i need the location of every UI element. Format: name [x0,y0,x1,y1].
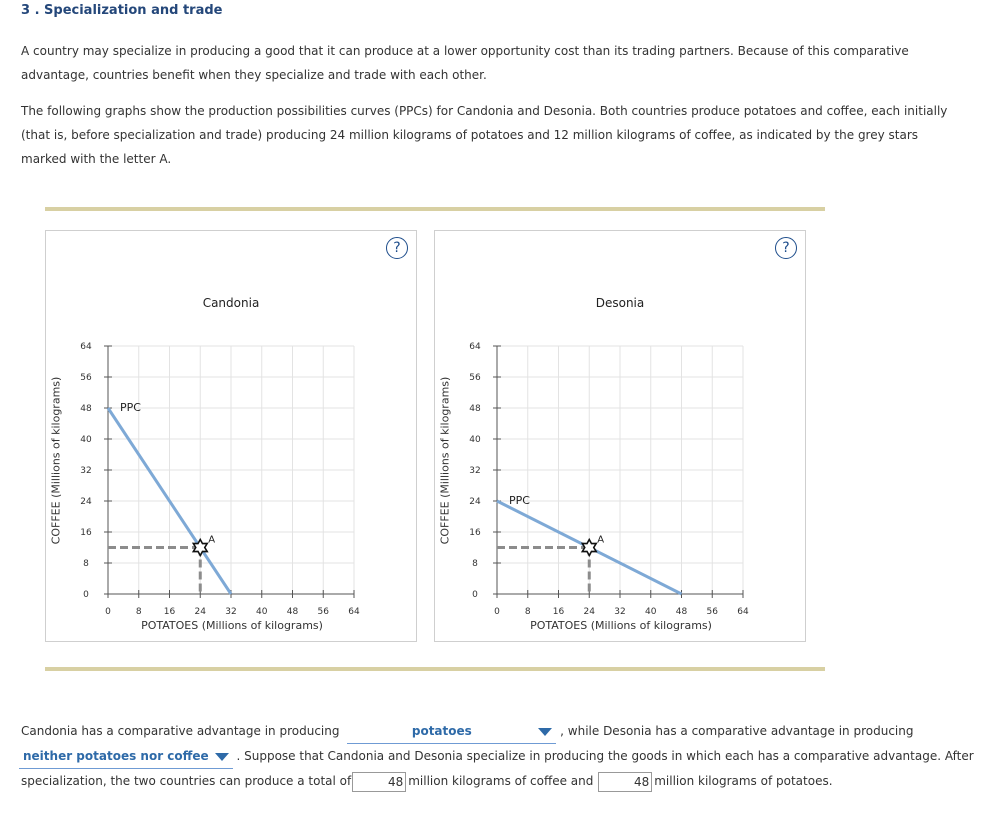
x-tick-label: 40 [256,607,268,617]
x-tick-label: 16 [552,607,565,617]
y-axis-label: COFFEE (Millions of kilograms) [49,376,63,545]
ppc-label: PPC [509,494,530,507]
chart-title: Desonia [595,296,645,310]
x-tick-label: 48 [675,607,688,617]
y-tick-label: 56 [80,373,92,383]
question-part2: , while Desonia has a comparative advantage in producing [560,724,914,738]
y-tick-label: 40 [80,435,92,445]
candonia-graph-panel [45,230,417,642]
ppc-label: PPC [120,401,141,414]
section-heading: 3 . Specialization and trade [21,3,223,18]
x-axis-label: POTATOES (Millions of kilograms) [141,619,323,632]
question-text [21,719,981,793]
top-divider [45,207,825,211]
x-tick-label: 32 [614,607,626,617]
x-tick-label: 48 [286,607,299,617]
bottom-divider [45,667,825,671]
question-part1: Candonia has a comparative advantage in producing [21,724,340,738]
star-marker [582,540,596,556]
y-tick-label: 16 [469,528,481,538]
chevron-down-icon [215,753,229,761]
question-part4: million kilograms of coffee and [408,774,594,788]
y-tick-label: 24 [80,497,92,507]
potatoes-total-input[interactable]: 48 [598,772,652,792]
y-tick-label: 56 [469,373,481,383]
x-tick-label: 0 [494,607,500,617]
x-tick-label: 64 [737,607,749,617]
desonia-advantage-dropdown[interactable] [19,744,233,769]
help-icon[interactable]: ? [386,237,408,259]
y-tick-label: 48 [469,404,481,414]
y-tick-label: 0 [83,590,89,600]
x-tick-label: 24 [583,607,595,617]
y-tick-label: 16 [80,528,92,538]
candonia-chart [46,231,416,641]
x-tick-label: 16 [163,607,176,617]
x-tick-label: 56 [706,607,718,617]
intro-paragraph-2: The following graphs show the production possibilities curves (PPCs) for Candonia and Desonia. Both countries produce potatoes and coffee, each initially (that is, before specialization and trade) producing 24 million kilograms of potatoes and 12 million kilograms of coffee, as indicated by the grey stars marked with the letter A. [21,104,948,166]
y-tick-label: 64 [469,342,481,352]
question-part5: million kilograms of potatoes. [654,774,833,788]
y-tick-label: 0 [472,590,478,600]
coffee-total-input[interactable]: 48 [352,772,406,792]
x-tick-label: 40 [645,607,657,617]
question-part3: . Suppose that Candonia and Desonia specialize in producing the goods in which each has a comparative advantage. After specialization, the two countries can produce a total of [21,749,974,788]
dropdown-value: potatoes [411,724,472,738]
x-tick-label: 32 [225,607,237,617]
x-tick-label: 0 [105,607,111,617]
chevron-down-icon [538,728,552,736]
y-tick-label: 8 [472,559,478,569]
intro-paragraph-1: A country may specialize in producing a good that it can produce at a lower opportunity cost than its trading partners. Because of this comparative advantage, countries benefit when they specialize and trade with each other. [21,44,909,82]
y-tick-label: 32 [469,466,481,476]
point-label: A [597,534,605,546]
help-icon[interactable]: ? [775,237,797,259]
x-tick-label: 56 [317,607,329,617]
x-axis-label: POTATOES (Millions of kilograms) [530,619,712,632]
y-tick-label: 48 [80,404,92,414]
dropdown-value: neither potatoes nor coffee [23,749,209,763]
candonia-advantage-dropdown[interactable] [347,719,556,744]
y-tick-label: 40 [469,435,481,445]
x-tick-label: 8 [135,607,142,617]
x-tick-label: 8 [524,607,531,617]
x-tick-label: 24 [194,607,206,617]
x-tick-label: 64 [348,607,360,617]
y-tick-label: 64 [80,342,92,352]
desonia-graph-panel [434,230,806,642]
y-tick-label: 24 [469,497,481,507]
y-tick-label: 8 [83,559,89,569]
point-label: A [208,534,216,546]
desonia-chart [435,231,805,641]
chart-title: Candonia [202,296,260,310]
y-axis-label: COFFEE (Millions of kilograms) [438,376,452,545]
y-tick-label: 32 [80,466,92,476]
